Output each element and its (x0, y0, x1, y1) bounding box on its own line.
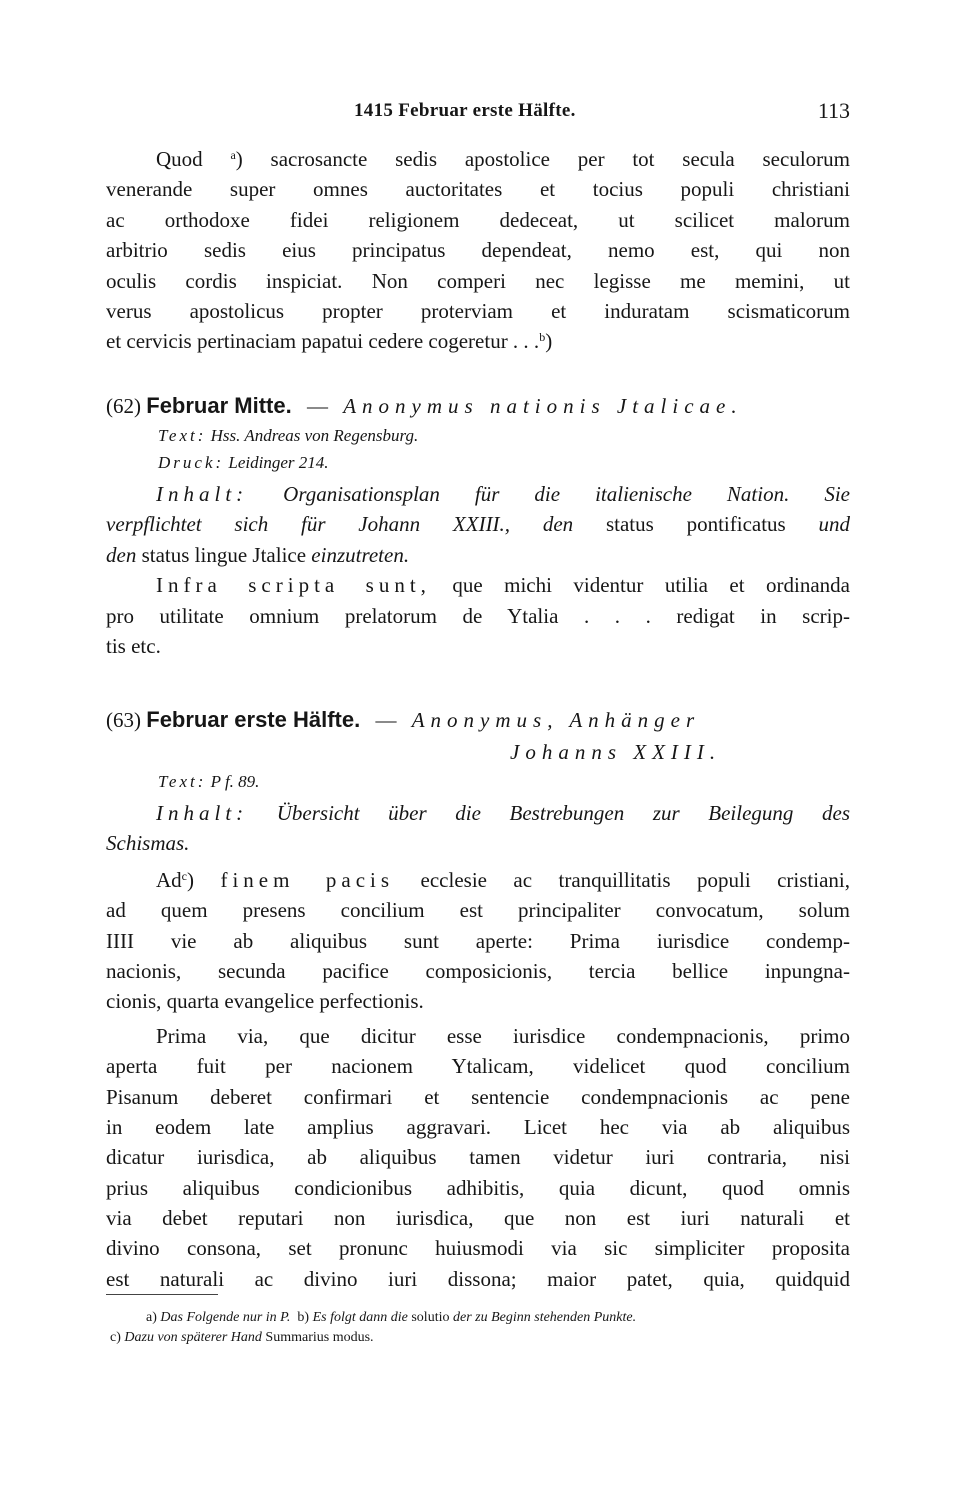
text-source: Text: P f. 89. (158, 772, 260, 791)
entry-dash: — (375, 708, 397, 732)
page-number: 113 (817, 98, 850, 123)
intro-paragraph (106, 144, 850, 357)
text-line: ac orthodoxe fidei religionem dedeceat, ut scilicet malorum (106, 207, 850, 232)
page-header (106, 100, 850, 130)
summary-line: Inhalt: Übersicht über die Bestrebungen zur Beilegung des (156, 801, 851, 825)
text-line: est naturali ac divino iuri dissona; maior patet, quia, quidquid (106, 1266, 850, 1291)
text-line: arbitrio sedis eius principatus dependeat, nemo est, qui non (106, 238, 850, 263)
text-line: tis etc. (106, 633, 161, 658)
text-line: aperta fuit per nacionem Ytalicam, videlicet quod concilium (106, 1054, 850, 1079)
entry-dash: — (306, 394, 328, 418)
entry-heading-cont (106, 736, 850, 768)
text-line: IIII vie ab aliquibus sunt aperte: Prima iurisdice condemp- (106, 928, 850, 953)
text-line: cionis, quarta evangelice perfectionis. (106, 989, 424, 1014)
entry-author: Anonymus, Anhänger (411, 708, 701, 732)
text-line: divino consona, set pronunc huiusmodi via sic simpliciter proposita (106, 1236, 850, 1261)
text-line: in eodem late amplius aggravari. Licet hec via ab aliquibus (106, 1114, 850, 1139)
text-line: nacionis, secunda pacifice composicionis, tercia bellice inpungna- (106, 958, 850, 983)
entry-number: (63) (106, 708, 141, 732)
text-line: venerande super omnes auctoritates et tocius populi christiani (106, 177, 850, 202)
entry-author: Johanns XXIII. (510, 740, 722, 764)
footnote-marker: b (539, 330, 546, 345)
text-line: pro utilitate omnium prelatorum de Ytalia . . . redigat in scrip- (106, 603, 850, 628)
text-source: Text: Hss. Andreas von Regensburg. (158, 426, 419, 445)
entry-heading (106, 390, 850, 422)
text-line: ad quem presens concilium est principaliter convocatum, solum (106, 898, 850, 923)
text-line: Pisanum deberet confirmari et sentencie condempnacionis ac pene (106, 1084, 850, 1109)
footnote-marker: a (230, 148, 236, 162)
entry-date: Februar Mitte. (146, 393, 292, 418)
text-line: Infra scripta sunt, que michi videntur utilia et ordinanda (156, 573, 850, 598)
footnote-marker: c (181, 868, 187, 883)
entry-date: Februar erste Hälfte. (146, 707, 361, 732)
text-line: verus apostolicus propter proterviam et induratam scismaticorum (106, 298, 850, 323)
entry-63 (106, 704, 850, 1294)
summary-line: Schismas. (106, 831, 190, 856)
footnote-line: a) Das Folgende nur in P. b) Es folgt dann die solutio der zu Beginn stehenden Punkte. (146, 1310, 637, 1325)
entry-62 (106, 390, 850, 661)
footnote-line: c) Dazu von späterer Hand Summarius modus. (110, 1330, 374, 1345)
footnote-divider (106, 1294, 218, 1295)
text-line: Quod $^a$) sacrosancte sedis apostolice per tot secula seculorum (156, 147, 850, 171)
entry-author: Anonymus nationis Jtalicae. (343, 394, 743, 418)
text-line: et cervicis pertinaciam papatui cedere cogeretur . . .$^b$) (106, 329, 553, 354)
text-line: Prima via, que dicitur esse iurisdice condempnacionis, primo (156, 1023, 850, 1048)
text-line: oculis cordis inspiciat. Non comperi nec legisse me memini, ut (106, 268, 850, 293)
text-line: prius aliquibus condicionibus adhibitis, quia dicunt, quod omnis (106, 1175, 850, 1200)
print-source: Druck: Leidinger 214. (158, 453, 329, 472)
summary-line: verpflichtet sich für Johann XXIII., den status pontificatus und (106, 512, 851, 537)
running-title: 1415 Februar erste Hälfte. (354, 100, 576, 121)
summary-line: den status lingue Jtalice einzutreten. (106, 542, 410, 567)
text-line: via debet reputari non iurisdica, que non est iuri naturali et (106, 1206, 850, 1231)
text-line: Ad$^c$) finem pacis ecclesie ac tranquillitatis populi cristiani, (156, 867, 851, 892)
summary-line: Inhalt: Organisationsplan für die italienische Nation. Sie (156, 482, 851, 506)
entry-heading (106, 704, 850, 736)
entry-number: (62) (106, 394, 141, 418)
text-line: dicatur iurisdica, ab aliquibus tamen videtur iuri contraria, nisi (106, 1145, 850, 1170)
